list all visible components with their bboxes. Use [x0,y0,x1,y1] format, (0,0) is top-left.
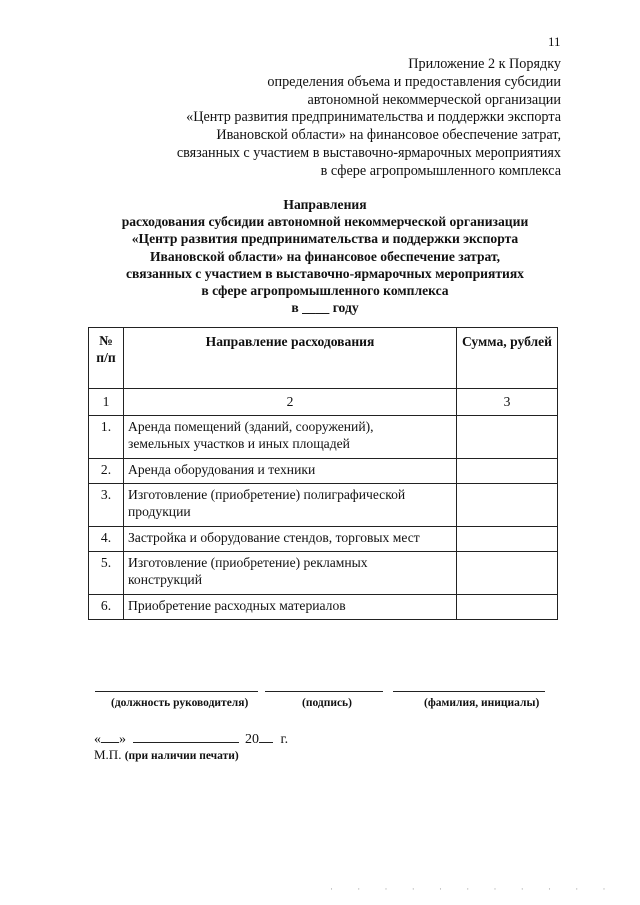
row-direction [124,459,457,484]
row-number: 1. [89,416,124,459]
appendix-header [177,56,561,181]
appendix-line: определения объема и предоставления субсидии [267,73,561,90]
index-cell: 2 [124,389,457,416]
row-direction [124,595,457,620]
row-sum[interactable] [457,459,558,484]
appendix-line: связанных с участием в выставочно-ярмарочных мероприятиях [176,144,561,161]
table-row [89,484,558,527]
title-line: Направления [283,197,367,212]
signature-caption: (подпись) [302,697,352,709]
date-close-quote: » [119,732,126,747]
header-number-line2: п/п [96,349,116,365]
row-number: 3. [89,484,124,527]
header-direction: Направление расходования [124,328,457,389]
header-number [89,328,124,389]
day-field[interactable] [101,730,119,743]
row-direction [124,552,457,595]
appendix-line: Приложение 2 к Порядку [408,56,561,72]
row-number: 4. [89,527,124,552]
table-row [89,552,558,595]
document-title [95,196,555,316]
name-caption: (фамилия, инициалы) [424,697,540,709]
row-direction [124,484,457,527]
row-sum[interactable] [457,552,558,595]
row-direction-line: Аренда оборудования и техники [128,462,316,477]
stamp-label: М.П. [94,747,122,762]
table-row [89,459,558,484]
row-direction-line: конструкций [128,571,202,587]
row-sum[interactable] [457,595,558,620]
title-line: в ____ году [291,300,359,316]
appendix-line: автономной некоммерческой организации [307,91,561,108]
row-direction-line: Изготовление (приобретение) полиграфической [128,487,406,502]
appendix-line: «Центр развития предпринимательства и поддержки экспорта [186,109,561,126]
row-sum[interactable] [457,484,558,527]
header-number-line1: № [99,333,113,348]
row-direction [124,416,457,459]
table-index-row [89,389,558,416]
scan-artifacts: · · · · · · · · · · · [330,884,617,894]
stamp-note [94,747,239,763]
page-number: 11 [548,34,561,49]
row-number: 2. [89,459,124,484]
signature-lines [95,691,545,693]
title-line: «Центр развития предпринимательства и поддержки экспорта [131,231,519,247]
row-direction-line: Аренда помещений (зданий, сооружений), [128,419,374,434]
year-suffix: г. [280,732,289,747]
signature-line[interactable] [265,691,383,692]
title-line: расходования субсидии автономной некоммерческой организации [121,214,529,230]
name-line[interactable] [393,691,545,692]
month-field[interactable] [133,730,239,743]
year-field[interactable] [259,730,273,743]
row-sum[interactable] [457,527,558,552]
row-direction-line: Приобретение расходных материалов [128,598,346,613]
row-number: 5. [89,552,124,595]
index-cell: 3 [457,389,558,416]
table-row [89,416,558,459]
table-row [89,595,558,620]
appendix-line: в сфере агропромышленного комплекса [320,162,561,179]
position-caption: (должность руководителя) [111,697,249,709]
date-line [94,730,288,748]
year-prefix: 20 [245,732,259,747]
title-line: в сфере агропромышленного комплекса [201,283,449,299]
stamp-note-text: (при наличии печати) [124,750,239,762]
title-line: связанных с участием в выставочно-ярмарочных мероприятиях [126,265,524,281]
position-line[interactable] [95,691,258,692]
row-direction-line: продукции [128,503,191,519]
row-direction-line: Изготовление (приобретение) рекламных [128,555,368,570]
expenses-table [88,327,558,620]
row-number: 6. [89,595,124,620]
row-sum[interactable] [457,416,558,459]
appendix-line: Ивановской области» на финансовое обеспечение затрат, [216,127,561,144]
table-header-row [89,328,558,389]
row-direction [124,527,457,552]
date-open-quote: « [94,732,101,747]
table-row [89,527,558,552]
index-cell: 1 [89,389,124,416]
title-line: Ивановской области» на финансовое обеспечение затрат, [149,248,501,264]
header-sum: Сумма, рублей [457,328,558,389]
row-direction-line: земельных участков и иных площадей [128,435,350,451]
row-direction-line: Застройка и оборудование стендов, торговых мест [128,530,420,545]
